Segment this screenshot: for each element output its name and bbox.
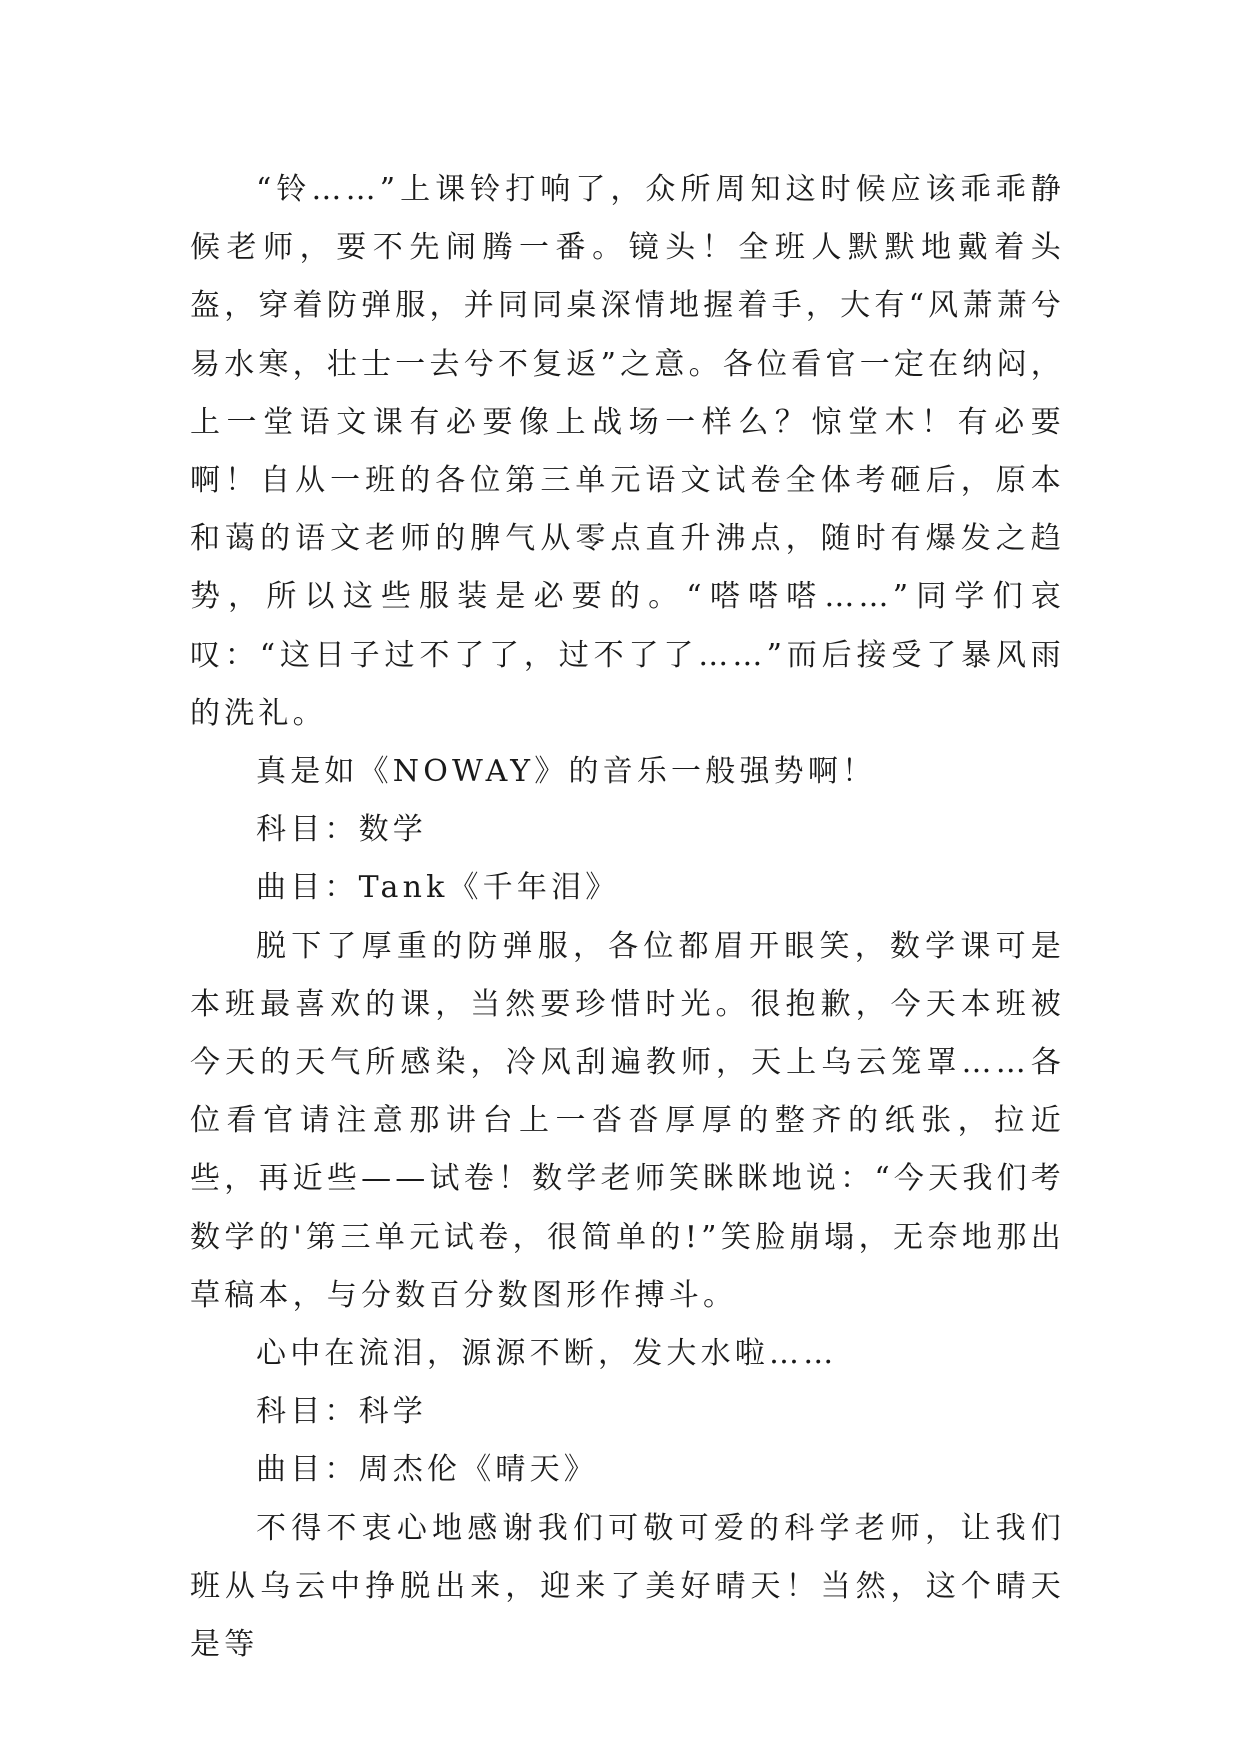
paragraph-tears-remark: 心中在流泪，源源不断，发大水啦…… [256,1336,838,1372]
paragraph-music-remark: 真是如《NOWAY》的音乐一般强势啊！ [256,754,877,790]
subject-label-science: 科目：科学 [256,1394,427,1430]
document-body [190,161,1065,1674]
song-label-science: 曲目：周杰伦《晴天》 [256,1452,598,1488]
subject-label-math: 科目：数学 [256,812,427,848]
song-label-math: 曲目：Tank《千年泪》 [256,870,620,906]
paragraph-science-class: 不得不衷心地感谢我们可敬可爱的科学老师，让我们班从乌云中挣脱出来，迎来了美好晴天！当然，这个晴天是等 [190,1510,1065,1663]
paragraph-exam-intro: “铃……”上课铃打响了，众所周知这时候应该乖乖静候老师，要不先闹腾一番。镜头！全班人默默地戴着头盔，穿着防弹服，并同同桌深情地握着手，大有“风萧萧兮易水寒，壮士一去兮不复返”之意。各位看官一定在纳闷，上一堂语文课有必要像上战场一样么？惊堂木！有必要啊！自从一班的各位第三单元语文试卷全体考砸后，原本和蔼的语文老师的脾气从零点直升沸点，随时有爆发之趋势，所以这些服装是必要的。“嗒嗒嗒……”同学们哀叹：“这日子过不了了，过不了了……”而后接受了暴风雨的洗礼。 [190,172,1065,731]
paragraph-math-class: 脱下了厚重的防弹服，各位都眉开眼笑，数学课可是本班最喜欢的课，当然要珍惜时光。很抱歉，今天本班被今天的天气所感染，冷风刮遍教师，天上乌云笼罩……各位看官请注意那讲台上一沓沓厚厚的整齐的纸张，拉近些，再近些——试卷！数学老师笑眯眯地说：“今天我们考数学的'第三单元试卷，很简单的!”笑脸崩塌，无奈地那出草稿本，与分数百分数图形作搏斗。 [190,928,1065,1313]
